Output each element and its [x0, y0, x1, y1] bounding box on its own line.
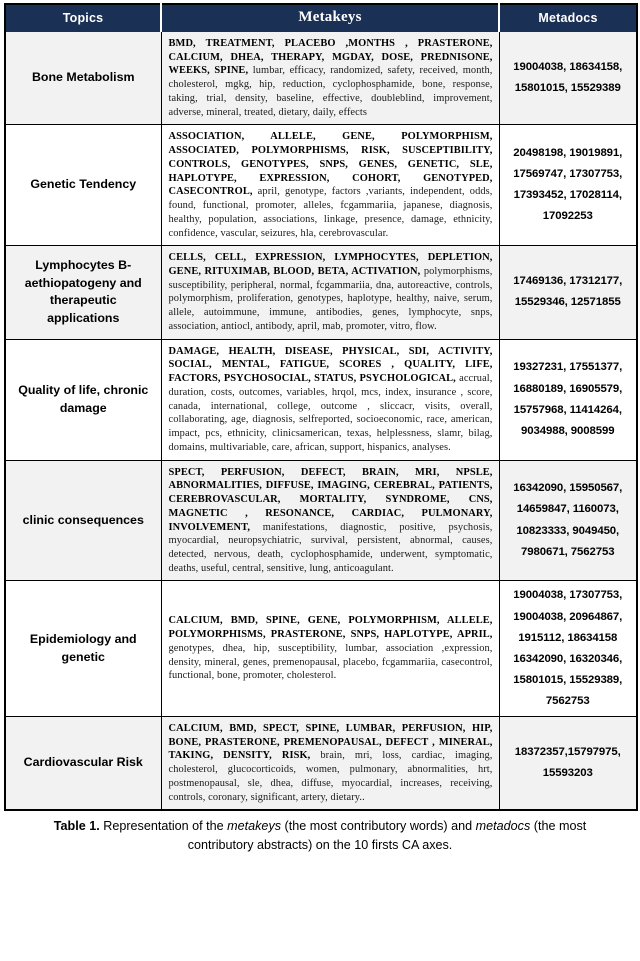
topic-cell: Bone Metabolism	[5, 32, 161, 125]
metakeys-uppercase-terms: CELLS, CELL, EXPRESSION, LYMPHOCYTES, DEPLETION, GENE, RITUXIMAB, BLOOD, BETA, ACTIVATION,	[168, 252, 493, 278]
column-header-topics: Topics	[5, 4, 161, 32]
metakeys-lowercase-terms: april, genotype, factors ,variants, independent, odds, found, functional, promoter, alleles, fcgammariia, japanese, diagnosis, healthy, population, associations, linkage, presence, damage, ethnicity, confidence, vascular, seizures, hla, cerebrovascular.	[168, 186, 493, 239]
caption-label: Table 1.	[53, 819, 100, 834]
column-header-metadocs: Metadocs	[499, 4, 637, 32]
metadocs-cell: 18372357,15797975, 15593203	[499, 717, 637, 811]
table-row	[5, 717, 637, 811]
caption-italic-metadocs: metadocs	[475, 819, 531, 834]
column-header-metakeys: Metakeys	[161, 4, 499, 32]
metakeys-lowercase-terms: brain, mri, loss, cardiac, imaging, cholesterol, glucocorticoids, women, pulmonary, abnormalities, hrt, postmenopausal, sle, dhea, diffuse, myocardial, increases, receiving, controls, coronary, significant, artery, dietary..	[168, 750, 493, 803]
metakeys-cell	[161, 32, 499, 125]
metakeys-cell	[161, 125, 499, 246]
metadocs-cell: 19004038, 18634158, 15801015, 15529389	[499, 32, 637, 125]
topic-cell: Epidemiology and genetic	[5, 581, 161, 717]
caption-italic-metakeys: metakeys	[227, 819, 282, 834]
caption-text-part-3: (the most contributory abstracts) on the 10 firsts CA axes.	[187, 819, 587, 852]
topic-cell: clinic consequences	[5, 460, 161, 581]
caption-text-part-2: (the most contributory words) and	[281, 819, 476, 834]
metadocs-cell: 17469136, 17312177, 15529346, 12571855	[499, 246, 637, 339]
metadocs-cell: 16342090, 15950567, 14659847, 1160073, 10823333, 9049450, 7980671, 7562753	[499, 460, 637, 581]
table-row	[5, 125, 637, 246]
metakeys-lowercase-terms: accrual, duration, costs, outcomes, variables, hrqol, mcs, index, insurance , score, canada, international, college, outcome , sliccacr, visits, overall, collaborating, age, diagnosis, selfreported, socioeconomic, race, american, impact, pcs, ethnicity, clinicsamerican, texas, helplessness, slamr, bilag, domains, multivariable, care, african, support, hispanics, analyses.	[168, 373, 493, 453]
caption-text-part-1: Representation of the	[99, 819, 228, 834]
topic-cell: Cardiovascular Risk	[5, 717, 161, 811]
metakeys-cell	[161, 717, 499, 811]
topic-cell: Lymphocytes B-aethiopatogeny and therapeutic applications	[5, 246, 161, 339]
table-header	[5, 4, 637, 32]
metakeys-uppercase-terms: BMD, TREATMENT, PLACEBO ,MONTHS , PRASTERONE, CALCIUM, DHEA, THERAPY, MGDAY, DOSE, PREDNISONE, WEEKS, SPINE,	[168, 38, 493, 77]
metakeys-lowercase-terms: manifestations, diagnostic, positive, psychosis, myocardial, neuropsychiatric, survival, persistent, abnormal, causes, detected, nervous, death, cyclophosphamide, underwent, symptomatic, deaths, useful, central, sensitive, lung, anticoagulant.	[168, 521, 493, 574]
table-row	[5, 32, 637, 125]
topic-cell: Quality of life, chronic damage	[5, 339, 161, 460]
metakeys-cell	[161, 460, 499, 581]
metadocs-cell: 19004038, 17307753, 19004038, 20964867, 1915112, 18634158 16342090, 16320346, 15801015, 15529389, 7562753	[499, 581, 637, 717]
metadocs-cell: 19327231, 17551377, 16880189, 16905579, 15757968, 11414264, 9034988, 9008599	[499, 339, 637, 460]
table-body	[5, 32, 637, 811]
metakeys-cell	[161, 246, 499, 339]
metakeys-lowercase-terms: polymorphisms, susceptibility, peripheral, normal, fcgammariia, dna, autoreactive, controls, polymorphism, proliferation, genotypes, haplotype, healthy, naive, serum, allele, autoimmune, immune, antibodies, genes, lymphocyte, snps, association, antiocl, antibody, april, mab, promoter, vitro, flow.	[168, 266, 493, 332]
table-row	[5, 581, 637, 717]
table-row	[5, 460, 637, 581]
table-row	[5, 339, 637, 460]
table-figure-page	[0, 3, 640, 961]
topic-cell: Genetic Tendency	[5, 125, 161, 246]
metadocs-cell: 20498198, 19019891, 17569747, 17307753, 17393452, 17028114, 17092253	[499, 125, 637, 246]
metakeys-uppercase-terms: ASSOCIATION, ALLELE, GENE, POLYMORPHISM, ASSOCIATED, POLYMORPHISMS, RISK, SUSCEPTIBILITY, CONTROLS, GENOTYPES, SNPS, GENES, GENETIC, SLE, HAPLOTYPE, EXPRESSION, COHORT, GENOTYPED, CASECONTROL,	[168, 131, 493, 198]
metakeys-uppercase-terms: SPECT, PERFUSION, DEFECT, BRAIN, MRI, NPSLE, ABNORMALITIES, DIFFUSE, IMAGING, CEREBRAL, PATIENTS, CEREBROVASCULAR, MORTALITY, SYNDROME, CNS, MAGNETIC , RESONANCE, CARDIAC, PULMONARY, INVOLVEMENT,	[168, 466, 493, 533]
metakeys-cell	[161, 339, 499, 460]
metakeys-uppercase-terms: DAMAGE, HEALTH, DISEASE, PHYSICAL, SDI, ACTIVITY, SOCIAL, MENTAL, FATIGUE, SCORES , QUALITY, LIFE, FACTORS, PSYCHOSOCIAL, STATUS, PSYCHOLOGICAL,	[168, 345, 493, 385]
table-header-row	[5, 4, 637, 32]
metakeys-metadocs-table	[4, 3, 638, 811]
metakeys-lowercase-terms: genotypes, dhea, hip, susceptibility, lumbar, association ,expression, density, mineral, genes, premenopausal, placebo, fcgammariia, casecontrol, functional, bone, promoter, cholesterol.	[168, 642, 493, 682]
metakeys-cell	[161, 581, 499, 717]
metakeys-uppercase-terms: CALCIUM, BMD, SPECT, SPINE, LUMBAR, PERFUSION, HIP, BONE, PRASTERONE, PREMENOPAUSAL, DEFECT , MINERAL, TAKING, DENSITY, RISK,	[168, 723, 493, 762]
metakeys-uppercase-terms: CALCIUM, BMD, SPINE, GENE, POLYMORPHISM, ALLELE, POLYMORPHISMS, PRASTERONE, SNPS, HAPLOTYPE, APRIL,	[168, 615, 493, 641]
table-row	[5, 246, 637, 339]
metakeys-lowercase-terms: lumbar, efficacy, randomized, safety, received, month, cholesterol, mgkg, hip, reduction, cyclophosphamide, bone, response, taking, trial, density, baseline, effective, doubleblind, improvement, adverse, mineral, treated, dietary, daily, effects	[168, 65, 493, 118]
table-caption	[22, 817, 618, 854]
